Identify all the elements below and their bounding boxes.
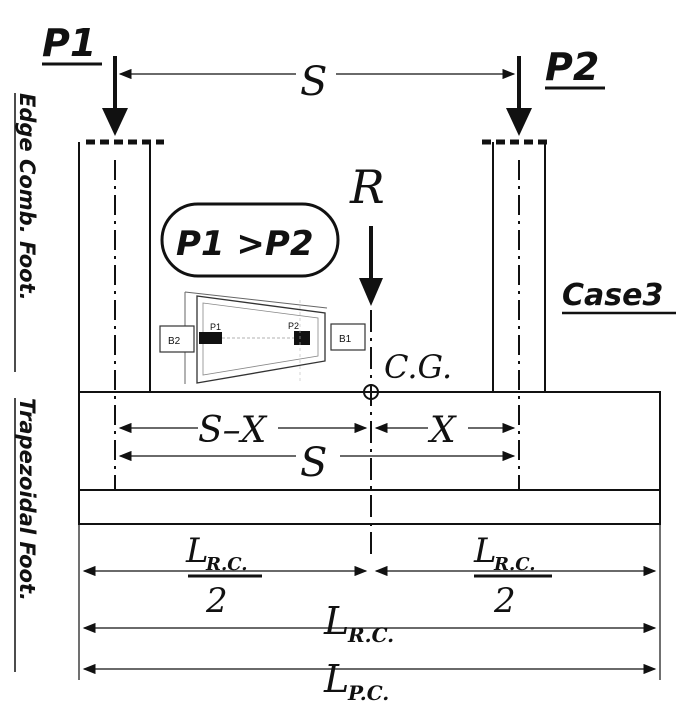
load-p2-arrow bbox=[506, 56, 532, 136]
svg-text:B1: B1 bbox=[339, 334, 352, 345]
dimension-half-right bbox=[376, 531, 655, 621]
svg-text:L: L bbox=[324, 599, 350, 643]
svg-text:P1: P1 bbox=[42, 21, 97, 65]
inset-p2-column bbox=[294, 331, 310, 345]
svg-text:S: S bbox=[300, 59, 328, 105]
svg-text:L: L bbox=[324, 657, 350, 701]
svg-text:Edge Comb. Foot.: Edge Comb. Foot. bbox=[15, 93, 39, 301]
svg-text:2: 2 bbox=[206, 581, 228, 621]
dimension-x bbox=[376, 410, 514, 451]
svg-text:C.G.: C.G. bbox=[384, 348, 453, 386]
svg-text:S–X: S–X bbox=[198, 410, 267, 451]
load-p1-arrow bbox=[102, 56, 128, 136]
trapezoid-inset bbox=[160, 292, 365, 384]
svg-text:R: R bbox=[350, 160, 385, 214]
column-right bbox=[482, 142, 552, 490]
load-p1-label bbox=[42, 21, 102, 65]
case-label bbox=[562, 278, 676, 313]
svg-text:P1: P1 bbox=[210, 322, 222, 332]
svg-text:P1 >P2: P1 >P2 bbox=[176, 224, 314, 264]
side-label-trapezoidal bbox=[15, 398, 39, 672]
inset-p1-column bbox=[199, 332, 222, 344]
svg-text:R.C.: R.C. bbox=[348, 623, 395, 647]
svg-text:R.C.: R.C. bbox=[206, 554, 248, 575]
load-p2-label bbox=[545, 45, 605, 89]
dimension-s-minus-x bbox=[120, 410, 366, 451]
svg-text:L: L bbox=[474, 531, 497, 571]
spacing-dimension-top bbox=[120, 59, 514, 105]
dimension-lpc bbox=[84, 657, 655, 704]
svg-text:L: L bbox=[186, 531, 209, 571]
side-label-edge-comb bbox=[15, 93, 39, 372]
svg-text:S: S bbox=[300, 440, 328, 486]
svg-text:P2: P2 bbox=[545, 45, 600, 89]
svg-text:Trapezoidal Foot.: Trapezoidal Foot. bbox=[15, 398, 39, 601]
condition-bubble bbox=[162, 204, 338, 276]
resultant-load bbox=[349, 160, 385, 306]
svg-text:B2: B2 bbox=[168, 336, 181, 347]
svg-text:Case3: Case3 bbox=[562, 278, 664, 313]
svg-text:P2: P2 bbox=[288, 321, 300, 331]
dimension-lrc bbox=[84, 599, 655, 647]
footing-slab bbox=[79, 392, 660, 524]
svg-text:X: X bbox=[430, 410, 456, 451]
svg-text:R.C.: R.C. bbox=[494, 554, 536, 575]
svg-text:P.C.: P.C. bbox=[348, 681, 390, 704]
svg-text:2: 2 bbox=[494, 581, 516, 621]
column-left bbox=[79, 142, 164, 490]
